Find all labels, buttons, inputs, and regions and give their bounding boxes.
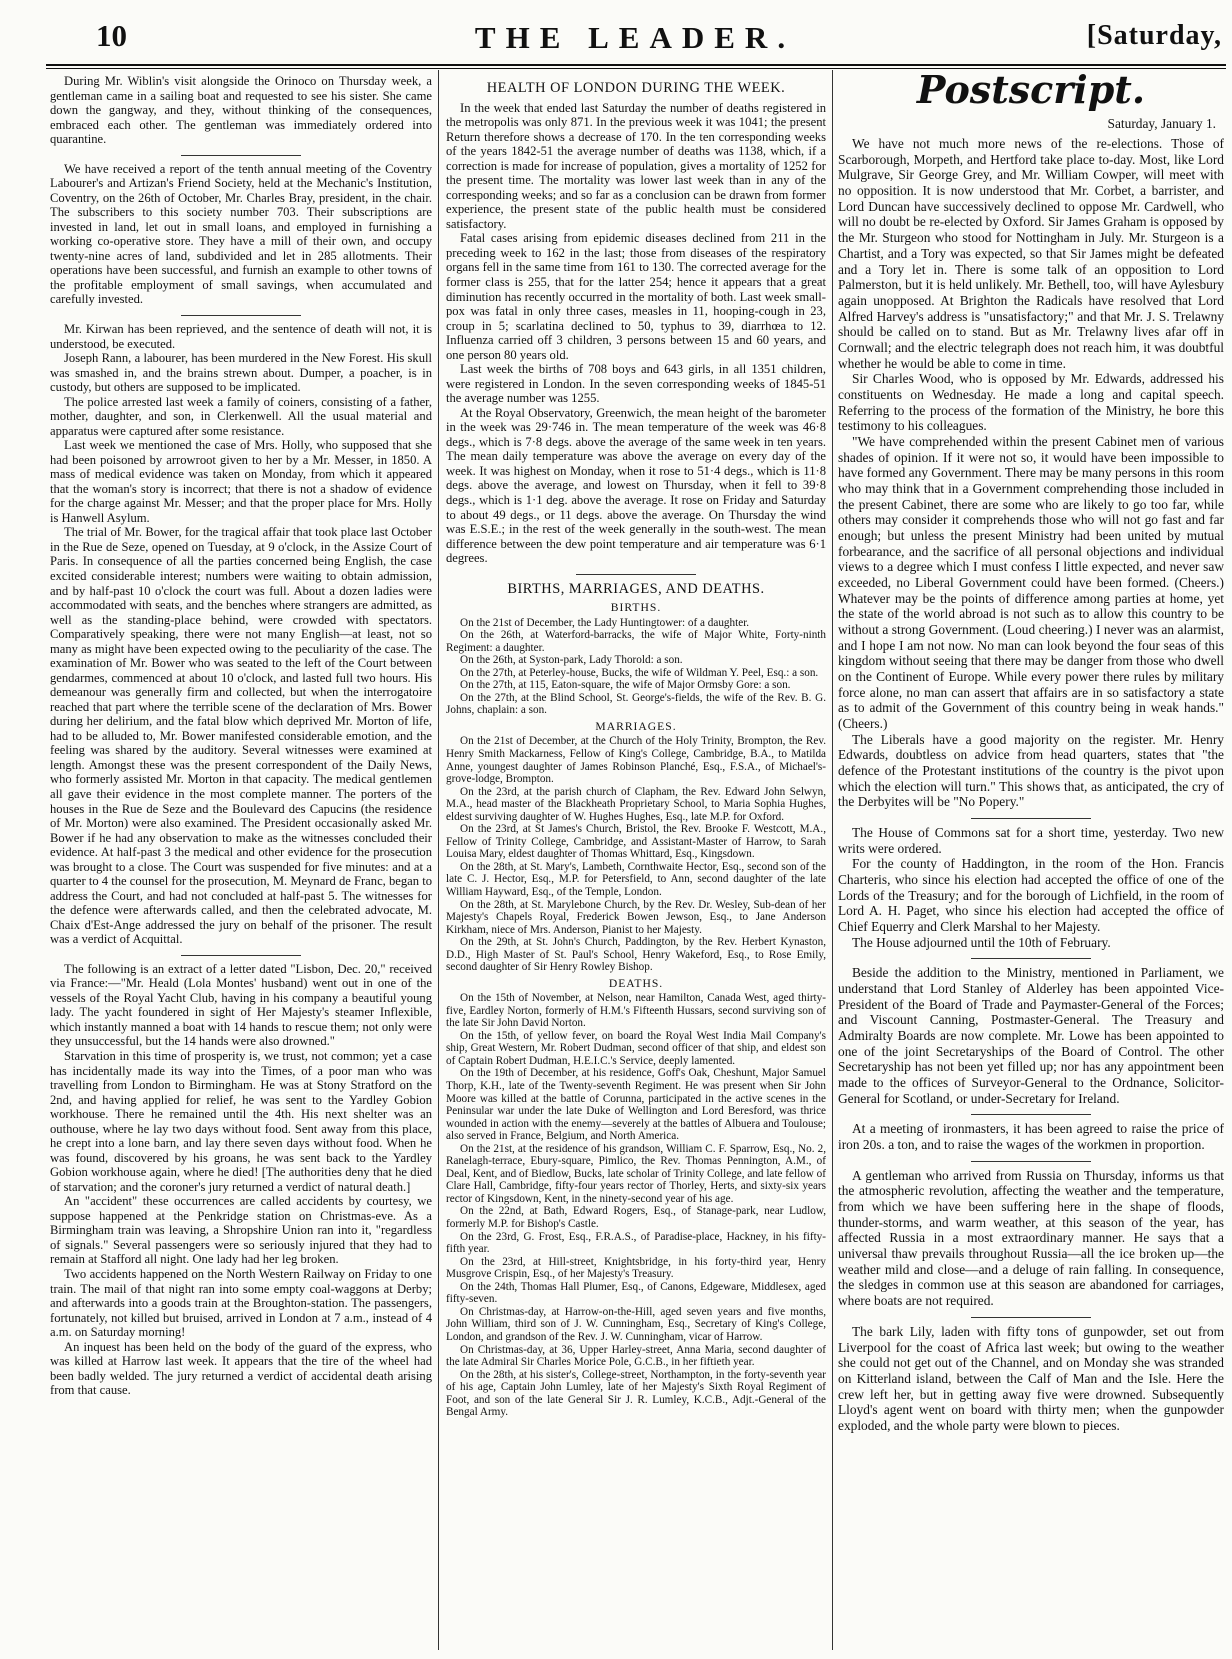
paragraph: The Liberals have a good majority on the register. Mr. Henry Edwards, doubtless on advice from head quarters, states that "the defence of the Protestant institutions of the country is the pivot upon which the election will turn." This shows that, as anticipated, the cry of the Derbyites will be "No Popery." [838, 731, 1224, 810]
death-notice: On Christmas-day, at 36, Upper Harley-street, Anna Maria, second daughter of the late Admiral Sir Charles Morice Pole, G.C.B., in her fiftieth year. [446, 1343, 826, 1369]
page-number: 10 [96, 18, 127, 53]
death-notice: On Christmas-day, at Harrow-on-the-Hill, aged seven years and five months, John William, third son of J. W. Cunningham, Esq., Secretary of King's College, London, and grandson of the Rev. J. W. Cunningham, vicar of Harrow. [446, 1305, 826, 1343]
separator [971, 1317, 1091, 1318]
birth-notice: On the 21st of December, the Lady Huntingtower: of a daughter. [460, 616, 750, 629]
header-rule-thin [46, 68, 1226, 69]
paragraph: Sir Charles Wood, who is opposed by Mr. Edwards, addressed his constituents on Wednesday. He made a long and capital speech. Referring to the process of the formation of the Ministry, he bore this testimony to his colleagues. [838, 371, 1224, 434]
newspaper-title: THE LEADER. [474, 20, 796, 55]
paragraph: Last week the births of 708 boys and 643 girls, in all 1351 children, were registered in London. In the seven corresponding weeks of 1845-51 the average number was 1255. [446, 362, 826, 406]
paragraph: The police arrested last week a family of coiners, consisting of a father, mother, daughter, and son, in Clerkenwell. All the usual material and apparatus were captured after some resistance. [50, 394, 432, 438]
paragraph: A gentleman who arrived from Russia on Thursday, informs us that the atmospheric revolution, affecting the weather and the temperature, from which we have been suffering here in the shape of floods, thunder-storms, and warm weather, at this season of the year, has affected Russia in a most extraordinary manner. He says that a universal thaw prevails throughout Russia—all the ice broken up—the weather mild and close—and a deluge of rain falling. In consequence, the sledges in common use at this season are abandoned for carriages, where boats are not required. [838, 1167, 1224, 1309]
paragraph: We have not much more news of the re-elections. Those of Scarborough, Morpeth, and Hertford take place to-day. Most, like Lord Mulgrave, Sir George Grey, and Mr. William Cowper, will meet with no opposition. It is now understood that Mr. Corbet, a barrister, and Lord Duncan have successively declined to oppose Mr. Cardwell, who will no doubt be re-elected by Oxford. Sir James Graham is opposed by the Mr. Sturgeon who stood for Nottingham in July. Mr. Sturgeon is a Chartist, and a Tory was expected, so that Sir James might be defeated and a Tory let in. There is some talk of an opposition to Lord Palmerston, but it is held unlikely. Mr. Bethell, too, will have Aylesbury again unopposed. At Brighton the Radicals have resolved that Lord Alfred Harvey's address is "unsatisfactory;" and that Mr. J. S. Trelawny should be called on to stand. But as Mr. Trelawny lives afar off in Cornwall; and the electric telegraph does not reach him, it was doubtful whether he would be able to come in time. [838, 136, 1224, 371]
birth-notice: On the 27th, at the Blind School, St. George's-fields, the wife of the Rev. B. G. Johns, chaplain: a son. [446, 691, 826, 717]
marriage-notice: On the 29th, at St. John's Church, Paddington, by the Rev. Herbert Kynaston, D.D., High Master of St. Paul's School, Henry Wakeford, Esq., to Rose Emily, second daughter of Sir Henry Rowley Bishop. [446, 936, 826, 974]
header-rule [46, 64, 1226, 66]
paragraph: Fatal cases arising from epidemic diseases declined from 211 in the preceding week to 162 in the last; those from diseases of the respiratory organs fell in the same time from 161 to 130. The corrected average for the former class is 255, that for the latter 254; hence it appears that a great diminution has recently occurred in the mortality of both. Last week small-pox was fatal in only three cases, measles in 11, hooping-cough in 23, croup in 5; scarlatina declined to 50, typhus to 39, diarrhœa to 12. Influenza carried off 3 children, 3 persons between 15 and 60 years, and one person 80 years old. [446, 231, 826, 362]
paragraph: We have received a report of the tenth annual meeting of the Coventry Labourer's and Artizan's Friend Society, held at the Mechanic's Institution, Coventry, on the 26th of October, Mr. Charles Bray, president, in the chair. The subscribers to this society number 703. Their subscriptions are invested in land, let out in small loans, and employed in furnishing a working co-operative store. They have a mill of their own, and occupy twenty-nine acres of land, subdivided and let in 285 allotments. Their operations have been successful, and furnish an example to other towns of the profitable employment of small savings, when accumulated and carefully invested. [50, 161, 432, 307]
separator [181, 955, 301, 956]
death-notice: On the 28th, at his sister's, College-street, Northampton, in the forty-seventh year of his age, Captain John Lumley, late of her Majesty's Sixth Royal Regiment of Foot, and son of the late General Sir J. R. Lumley, K.C.B., Adjt.-General of the Bengal Army. [446, 1368, 826, 1419]
paragraph: Last week we mentioned the case of Mrs. Holly, who supposed that she had been poisoned by arrowroot given to her by a Mr. Messer, in 1850. A mass of medical evidence was taken on Monday, from which it appeared that the woman's story is incorrect; that there is not a shadow of evidence for the charge against Mr. Messer; and that the proper place for Mrs. Holly is Hanwell Asylum. [50, 438, 432, 525]
masthead [42, 18, 1228, 58]
birth-notice: On the 26th, at Syston-park, Lady Thorold: a son. [460, 654, 683, 667]
paragraph: Two accidents happened on the North Western Railway on Friday to one train. The mail of that night ran into some empty coal-waggons at Derby; and afterwards into a goods train at the Broughton-station. The passengers, fortunately, not killed but bruised, arrived in London at 7 a.m., instead of 4 a.m. on Saturday morning! [50, 1266, 432, 1340]
separator [971, 958, 1091, 959]
separator [576, 574, 696, 575]
paragraph: Beside the addition to the Ministry, mentioned in Parliament, we understand that Lord Stanley of Alderley has been appointed Vice-President of the Board of Trade and Paymaster-General of the Forces; and Viscount Canning, Postmaster-General. The Treasury and Admiralty Boards are now complete. Mr. Lowe has been appointed to one of the joint Secretaryships of the Board of Control. The other Secretaryship has not been yet filled up; nor has any appointment been made to the offices of Surveyor-General to the Ordnance, Solicitor-General for Scotland, or under-Secretary for Ireland. [838, 965, 1224, 1106]
postscript-heading: Postscript. [916, 74, 1146, 112]
separator [971, 818, 1091, 819]
birth-notice: On the 26th, at Waterford-barracks, the wife of Major White, Forty-ninth Regiment: a daughter. [446, 629, 826, 654]
paragraph: Joseph Rann, a labourer, has been murdered in the New Forest. His skull was smashed in, and the brains strewn about. Dumper, a poacher, is in custody, but others are supposed to be implicated. [50, 351, 432, 395]
paragraph: For the county of Haddington, in the room of the Hon. Francis Charteris, who since his election had accepted the office of one of the Lords of the Treasury; and for the borough of Lichfield, in the room of Lord A. H. Paget, who since his election had accepted the office of Chief Equerry and Clerk Marshal to her Majesty. [838, 856, 1224, 935]
paragraph: At a meeting of ironmasters, it has been agreed to raise the price of iron 20s. a ton, and to raise the wages of the workmen in proportion. [838, 1121, 1224, 1153]
death-notice: On the 24th, Thomas Hall Plumer, Esq., of Canons, Edgeware, Middlesex, aged fifty-seven. [446, 1280, 826, 1306]
separator [971, 1161, 1091, 1162]
dateline: Saturday, January 1. [1107, 116, 1216, 132]
column-divider [438, 70, 439, 1650]
subheading-births: BIRTHS. [610, 601, 662, 615]
paragraph: An "accident" these occurrences are called accidents by courtesy, we suppose happened at the Penkridge station on Christmas-eve. As a Birmingham train was leaving, a Shropshire Union ran into it, "regardless of signals." Several passengers were so seriously injured that they had to remain at Stafford all night. One lady had her leg broken. [50, 1194, 432, 1267]
paragraph: The bark Lily, laden with fifty tons of gunpowder, set out from Liverpool for the coast of Africa last week; but owing to the weather she could not get out of the Channel, and on Monday she was stranded on Kitterland island, between the Calf of Man and the Isle. Here the crew left her, but in getting away five were drowned. Subsequently Lloyd's agent went on board with thirty men; when the gunpowder exploded, and the whole party were blown to pieces. [838, 1323, 1224, 1433]
death-notice: On the 23rd, G. Frost, Esq., F.R.A.S., of Paradise-place, Hackney, in his fifty-fifth year. [446, 1230, 826, 1256]
birth-notice: On the 27th, at Peterley-house, Bucks, the wife of Wildman Y. Peel, Esq.: a son. [460, 666, 819, 679]
paragraph: An inquest has been held on the body of the guard of the express, who was killed at Harrow last week. It appears that the tire of the wheel had been badly welded. The jury returned a verdict of accidental death arising from that cause. [50, 1339, 432, 1398]
paragraph: Starvation in this time of prosperity is, we trust, not common; yet a case has incidentally made its way into the Times, of a poor man who was travelling from London to Birmingham. He was at Stony Stratford on the 2nd, and having applied for relief, he was sent to the Yardley Gobion workhouse. There he remained until the 4th. His next shelter was an outhouse, where he lay two days without food. Sent away from this place, he crept into a lone barn, and lay there seven days without food. When he was found, discovered by his groans, he was sent back to the Yardley Gobion workhouse again, where he died! [The authorities deny that he died of starvation; and the coroner's jury returned a verdict of natural death.] [50, 1049, 432, 1194]
subheading-deaths: DEATHS. [608, 976, 664, 990]
column-3 [838, 74, 1224, 1649]
marriage-notice: On the 23rd, at the parish church of Clapham, the Rev. Edward John Selwyn, M.A., head master of the Blackheath Proprietary School, to Maria Sophia Hughes, eldest surviving daughter of W. Hughes Hughes, Esq., late M.P. for Oxford. [446, 785, 826, 823]
paragraph: The trial of Mr. Bower, for the tragical affair that took place last October in the Rue de Seze, opened on Tuesday, at 9 o'clock, in the Assize Court of Paris. In consequence of all the parties concerned being English, the case excited considerable interest; numbers were waiting to obtain admission, and by half-past 10 o'clock the court was full. About a dozen ladies were accommodated with seats, and the benches where strangers are admitted, as well as the standing-place behind, were crowded with spectators. Comparatively speaking, there were not many English—at least, not so many as might have been expected owing to the peculiarity of the case. The examination of Mr. Bower who was seated to the left of the Court between gendarmes, commenced at about 10 o'clock, and lasted full two hours. His demeanour was generally firm and collected, but when the interrogatoire reached that part where the terrible scene of the declaration of Mrs. Bower during her delirium, and the fatal blow which deprived Mr. Morton of life, had to be alluded to, Mr. Bower manifested considerable emotion, and the feeling was shared by the auditory. Several witnesses were examined at length. Amongst these was the present correspondent of the Daily News, who formerly assisted Mr. Morton in that capacity. The medical gentlemen all gave their evidence in the most complete manner. The porters of the houses in the Rue de Seze and the Boulevard des Capucins (the residence of Mr. Morton) were also examined. The President occasionally asked Mr. Bower if he had any observation to make as the witnesses concluded their evidence. At half-past 3 the medical and other evidence for the prosecution was brought to a close. The Court was suspended for five minutes: and at a quarter to 4 the counsel for the prosecution, M. Meynard de Franc, began to address the Court, and had not concluded at half-past 5. The witnesses for the defence were afterwards called, and then the celebrated advocate, M. Chaix d'Est-Ange addressed the jury on behalf of the prisoner. The result was a verdict of Acquittal. [50, 525, 432, 947]
column-divider [832, 70, 833, 1650]
death-notice: On the 21st, at the residence of his grandson, William C. F. Sparrow, Esq., No. 2, Ranelagh-terrace, Ebury-square, Pimlico, the Rev. Thomas Pennington, A.M., of Deal, Kent, and of Biedlow, Bucks, late scholar of Trinity College, and late fellow of Clare Hall, Cambridge, fifty-four years rector of Thorley, Herts, and sixty-six years rector of Kingsdown, Kent, in the ninety-second year of his age. [446, 1142, 826, 1205]
death-notice: On the 15th of November, at Nelson, near Hamilton, Canada West, aged thirty-five, Eardley Norton, formerly of H.M.'s Fifteenth Hussars, second surviving son of the late Sir John David Norton. [446, 992, 826, 1030]
marriage-notice: On the 28th, at St. Marylebone Church, by the Rev. Dr. Wesley, Sub-dean of her Majesty's Chapels Royal, Frederick Bowen Jewson, Esq., to Jane Anderson Kirkham, niece of Mrs. Anderson, Pianist to her Majesty. [446, 898, 826, 936]
section-heading-health: HEALTH OF LONDON DURING THE WEEK. [486, 80, 786, 96]
death-notice: On the 19th of December, at his residence, Goff's Oak, Cheshunt, Major Samuel Thorp, K.H., late of the Twenty-seventh Regiment. He was present when Sir John Moore was killed at the battle of Corunna, participated in the active scenes in the Peninsular war under the late Duke of Wellington and Lord Beresford, was thrice wounded in action with the enemy—severely at the battles of Albuera and Toulouse; also served in France, Belgium, and North America. [446, 1067, 826, 1143]
running-day: [Saturday, [1086, 20, 1222, 51]
paragraph: Mr. Kirwan has been reprieved, and the sentence of death will not, it is understood, be executed. [50, 321, 432, 351]
paragraph: The House adjourned until the 10th of February. [852, 934, 1111, 950]
death-notice: On the 15th, of yellow fever, on board the Royal West India Mail Company's ship, Great Western, Mr. Robert Dudman, second officer of that ship, and eldest son of Captain Robert Dudman, H.E.I.C.'s Service, deeply lamented. [446, 1029, 826, 1067]
subheading-marriages: MARRIAGES. [595, 720, 677, 734]
separator [971, 1114, 1091, 1115]
paragraph: "We have comprehended within the present Cabinet men of various shades of opinion. If it were not so, it would have been impossible to have formed any Government. There may be many persons in this room who may think that in a Government comprehending those included in the present Cabinet, there are some who are likely to go too far, while others may consider it comprehends those who will not go fast and far enough; but unless the present Ministry had been united by mutual forbearance, and the sacrifice of all personal objections and individual views to a degree which I must confess I little expected, and never saw exceeded, no Liberal Government could have been formed. (Cheers.) Whatever may be the points of difference among parties at home, yet the state of the world abroad is not such as to allow this country to be without a strong Government. (Loud cheering.) I never was an alarmist, and I hope I am not now. No man can look beyond the four seas of this kingdom without seeing that there may be danger from those who dwell on the Continent of Europe. While every power there rules by military force alone, no man can assert that affairs are in so satisfactory a state as to admit of the Government of this country being in weak hands." (Cheers.) [838, 433, 1224, 731]
marriage-notice: On the 23rd, at St James's Church, Bristol, the Rev. Brooke F. Westcott, M.A., Fellow of Trinity College, Cambridge, and Assistant-Master of Harrow, to Sarah Louisa Mary, eldest daughter of Thomas Whittard, Esq., Kingsdown. [446, 823, 826, 861]
paragraph: The House of Commons sat for a short time, yesterday. Two new writs were ordered. [838, 825, 1224, 856]
paragraph: At the Royal Observatory, Greenwich, the mean height of the barometer in the week was 29·746 in. The mean temperature of the week was 46·8 degs., which is 7·8 degs. above the average of the same week in ten years. The mean daily temperature was above the average on every day of the week. It was highest on Monday, when it rose to 51·4 degs., which is 11·8 degs. above the average, and lowest on Thursday, when it fell to 39·8 degs., which is 1·1 deg. above the average. It rose on Friday and Saturday to about 49 degs., or 11 degs. above the average. On Thursday the wind was E.S.E.; in the rest of the week generally in the south-west. The mean difference between the dew point temperature and air temperature was 6·1 degrees. [446, 405, 826, 566]
separator [181, 155, 301, 156]
death-notice: On the 22nd, at Bath, Edward Rogers, Esq., of Stanage-park, near Ludlow, formerly M.P. for Bishop's Castle. [446, 1205, 826, 1231]
paragraph: The following is an extract of a letter dated "Lisbon, Dec. 20," received via France:—"Mr. Heald (Lola Montes' husband) went out in one of the vessels of the Royal Yacht Club, having in his company a beautiful young lady. The yacht foundered in sight of Her Majesty's steamer Inflexible, which instantly manned a boat with 14 hands to rescue them; not only were they unsuccessful, but the 14 hands were also drowned." [50, 961, 432, 1049]
marriage-notice: On the 28th, at St. Mary's, Lambeth, Cornthwaite Hector, Esq., second son of the late C. J. Hector, Esq., M.P. for Petersfield, to Ann, second daughter of the late William Hayward, Esq., of the Temple, London. [446, 860, 826, 898]
birth-notice: On the 27th, at 115, Eaton-square, the wife of Major Ormsby Gore: a son. [460, 679, 791, 692]
section-heading-bmd: BIRTHS, MARRIAGES, AND DEATHS. [507, 580, 765, 597]
paragraph: In the week that ended last Saturday the number of deaths registered in the metropolis was only 871. In the previous week it was 1041; the present Return therefore shows a decrease of 170. In the ten corresponding weeks of the years 1842-51 the average number of deaths was 1138, which, if a correction is made for increase of population, gives a mortality of 1252 for the present time. The mortality was lower last week than in any of the corresponding weeks; and so far as a conclusion can be drawn from former experience, the present state of the public health must be considered satisfactory. [446, 100, 826, 231]
marriage-notice: On the 21st of December, at the Church of the Holy Trinity, Brompton, the Rev. Henry Smith Mackarness, Fellow of King's College, Cambridge, B.A., to Matilda Anne, youngest daughter of James Robinson Planché, Esq., F.S.A., of Michael's-grove-lodge, Brompton. [446, 735, 826, 786]
paragraph: During Mr. Wiblin's visit alongside the Orinoco on Thursday week, a gentleman came in a sailing boat and requested to see his sister. She came down the gangway, and they, without thinking of the consequences, embraced each other. The gentleman was immediately ordered into quarantine. [50, 74, 432, 147]
separator [181, 315, 301, 316]
column-2 [446, 74, 826, 1649]
column-1 [50, 74, 432, 1649]
death-notice: On the 23rd, at Hill-street, Knightsbridge, in his forty-third year, Henry Musgrove Crispin, Esq., of her Majesty's Treasury. [446, 1255, 826, 1281]
